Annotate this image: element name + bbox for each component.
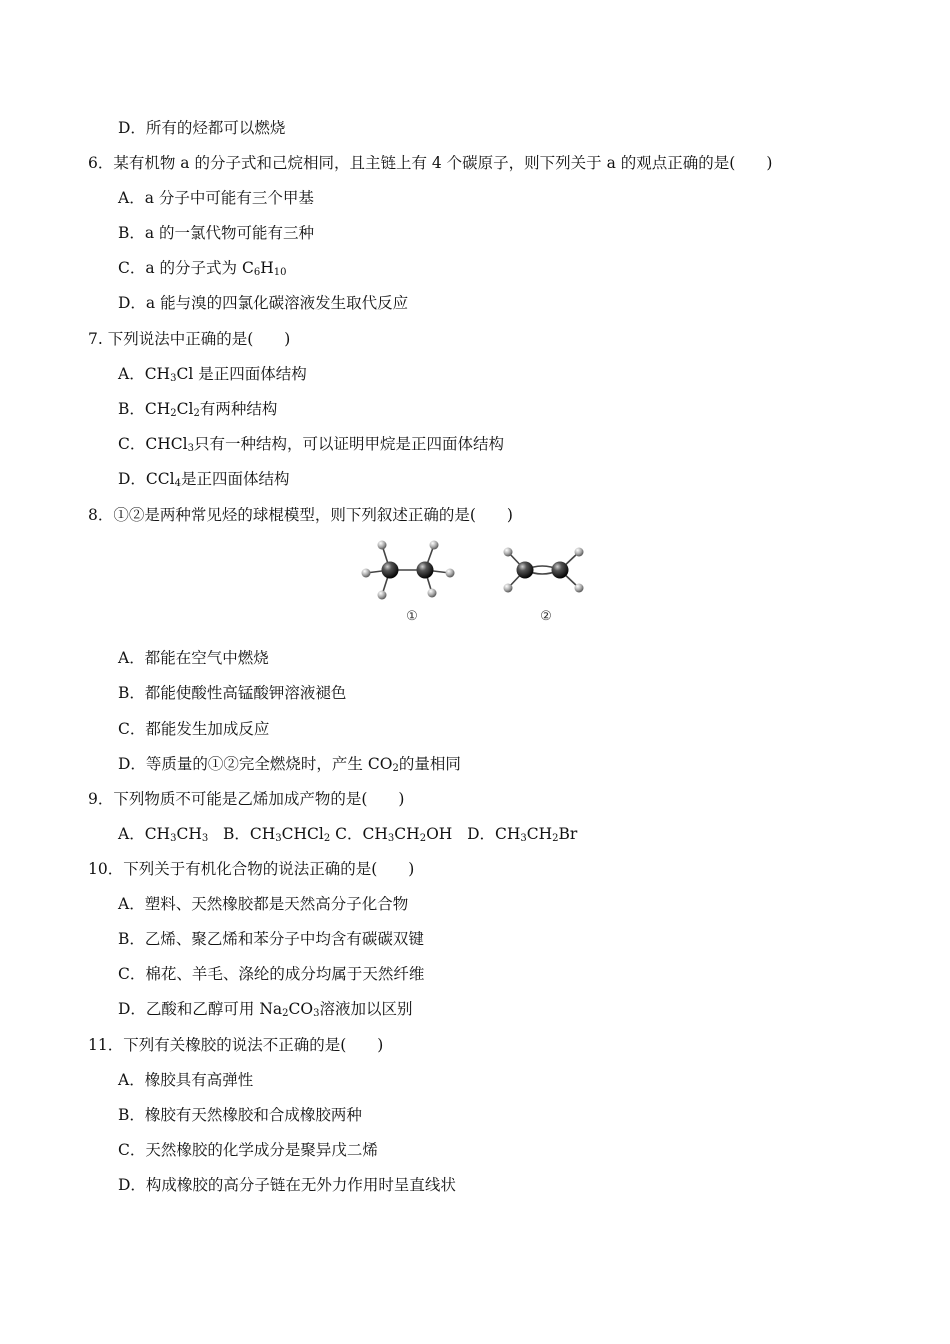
hydrogen-atom xyxy=(504,548,513,557)
q7-stem: 7. 下列说法中正确的是( ) xyxy=(88,330,291,348)
q9-option-b: B．$CH_3CHCl_2$ xyxy=(223,825,331,844)
ball-and-stick-figure xyxy=(355,532,595,627)
q10-option-d: D．乙酸和乙醇可用 $Na_2CO_3$溶液加以区别 xyxy=(118,1000,413,1019)
carbon-atom xyxy=(552,562,569,579)
q8-option-a: A．都能在空气中燃烧 xyxy=(118,649,269,667)
hydrogen-atom xyxy=(378,591,387,600)
q11-option-d: D．构成橡胶的高分子链在无外力作用时呈直线状 xyxy=(118,1176,456,1194)
q8-stem: 8．①②是两种常见烃的球棍模型，则下列叙述正确的是( ) xyxy=(88,506,513,524)
q6-option-d: D．a 能与溴的四氯化碳溶液发生取代反应 xyxy=(118,294,409,312)
q5-option-d: D．所有的烃都可以燃烧 xyxy=(118,119,286,137)
hydrogen-atom xyxy=(575,548,584,557)
q6-option-c: C．a 的分子式为 $C_6H_{10}$ xyxy=(118,259,287,278)
q11-option-a: A．橡胶具有高弹性 xyxy=(118,1071,254,1089)
q10-option-a: A．塑料、天然橡胶都是天然高分子化合物 xyxy=(118,895,409,913)
hydrogen-atom xyxy=(446,569,455,578)
hydrogen-atom xyxy=(362,569,371,578)
q7-option-a: A．$CH_3Cl$ 是正四面体结构 xyxy=(118,365,307,384)
carbon-atom xyxy=(417,562,434,579)
q10-stem: 10．下列关于有机化合物的说法正确的是( ) xyxy=(88,860,415,878)
q9-option-d: D．$CH_3CH_2Br$ xyxy=(467,825,578,844)
q9-stem: 9．下列物质不可能是乙烯加成产物的是( ) xyxy=(88,790,405,808)
figure-label-2: ② xyxy=(540,609,552,624)
q9-option-a: A．$CH_3CH_3$ xyxy=(118,825,209,844)
q6-option-a: A．a 分子中可能有三个甲基 xyxy=(118,189,314,207)
q8-option-b: B．都能使酸性高锰酸钾溶液褪色 xyxy=(118,684,347,702)
carbon-atom xyxy=(517,562,534,579)
q10-option-b: B．乙烯、聚乙烯和苯分子中均含有碳碳双键 xyxy=(118,930,424,948)
hydrogen-atom xyxy=(504,584,513,593)
ethane-model xyxy=(366,545,450,595)
q8-option-d: D．等质量的①②完全燃烧时，产生 $CO_2$的量相同 xyxy=(118,755,461,774)
carbon-atom xyxy=(382,562,399,579)
q9-option-c: C．$CH_3CH_2OH$ xyxy=(335,825,453,844)
hydrogen-atom xyxy=(430,541,439,550)
q8-option-c: C．都能发生加成反应 xyxy=(118,720,270,738)
q6-option-b: B．a 的一氯代物可能有三种 xyxy=(118,224,315,242)
q7-option-d: D．CCl$_4$是正四面体结构 xyxy=(118,470,290,489)
q7-option-b: B．$CH_2Cl_2$有两种结构 xyxy=(118,400,278,419)
hydrogen-atom xyxy=(428,589,437,598)
q7-option-c: C．CHCl$_3$只有一种结构，可以证明甲烷是正四面体结构 xyxy=(118,435,504,454)
q11-option-c: C．天然橡胶的化学成分是聚异戊二烯 xyxy=(118,1141,378,1159)
q10-option-c: C．棉花、羊毛、涤纶的成分均属于天然纤维 xyxy=(118,965,425,983)
q11-stem: 11．下列有关橡胶的说法不正确的是( ) xyxy=(88,1036,384,1054)
molecule-models-svg xyxy=(355,532,595,627)
figure-label-1: ① xyxy=(406,609,418,624)
q9-options xyxy=(118,824,577,844)
q11-option-b: B．橡胶有天然橡胶和合成橡胶两种 xyxy=(118,1106,362,1124)
hydrogen-atom xyxy=(378,541,387,550)
hydrogen-atom xyxy=(575,584,584,593)
q6-stem: 6．某有机物 a 的分子式和己烷相同，且主链上有 4 个碳原子，则下列关于 a 的观点正确的是( ) xyxy=(88,154,773,172)
